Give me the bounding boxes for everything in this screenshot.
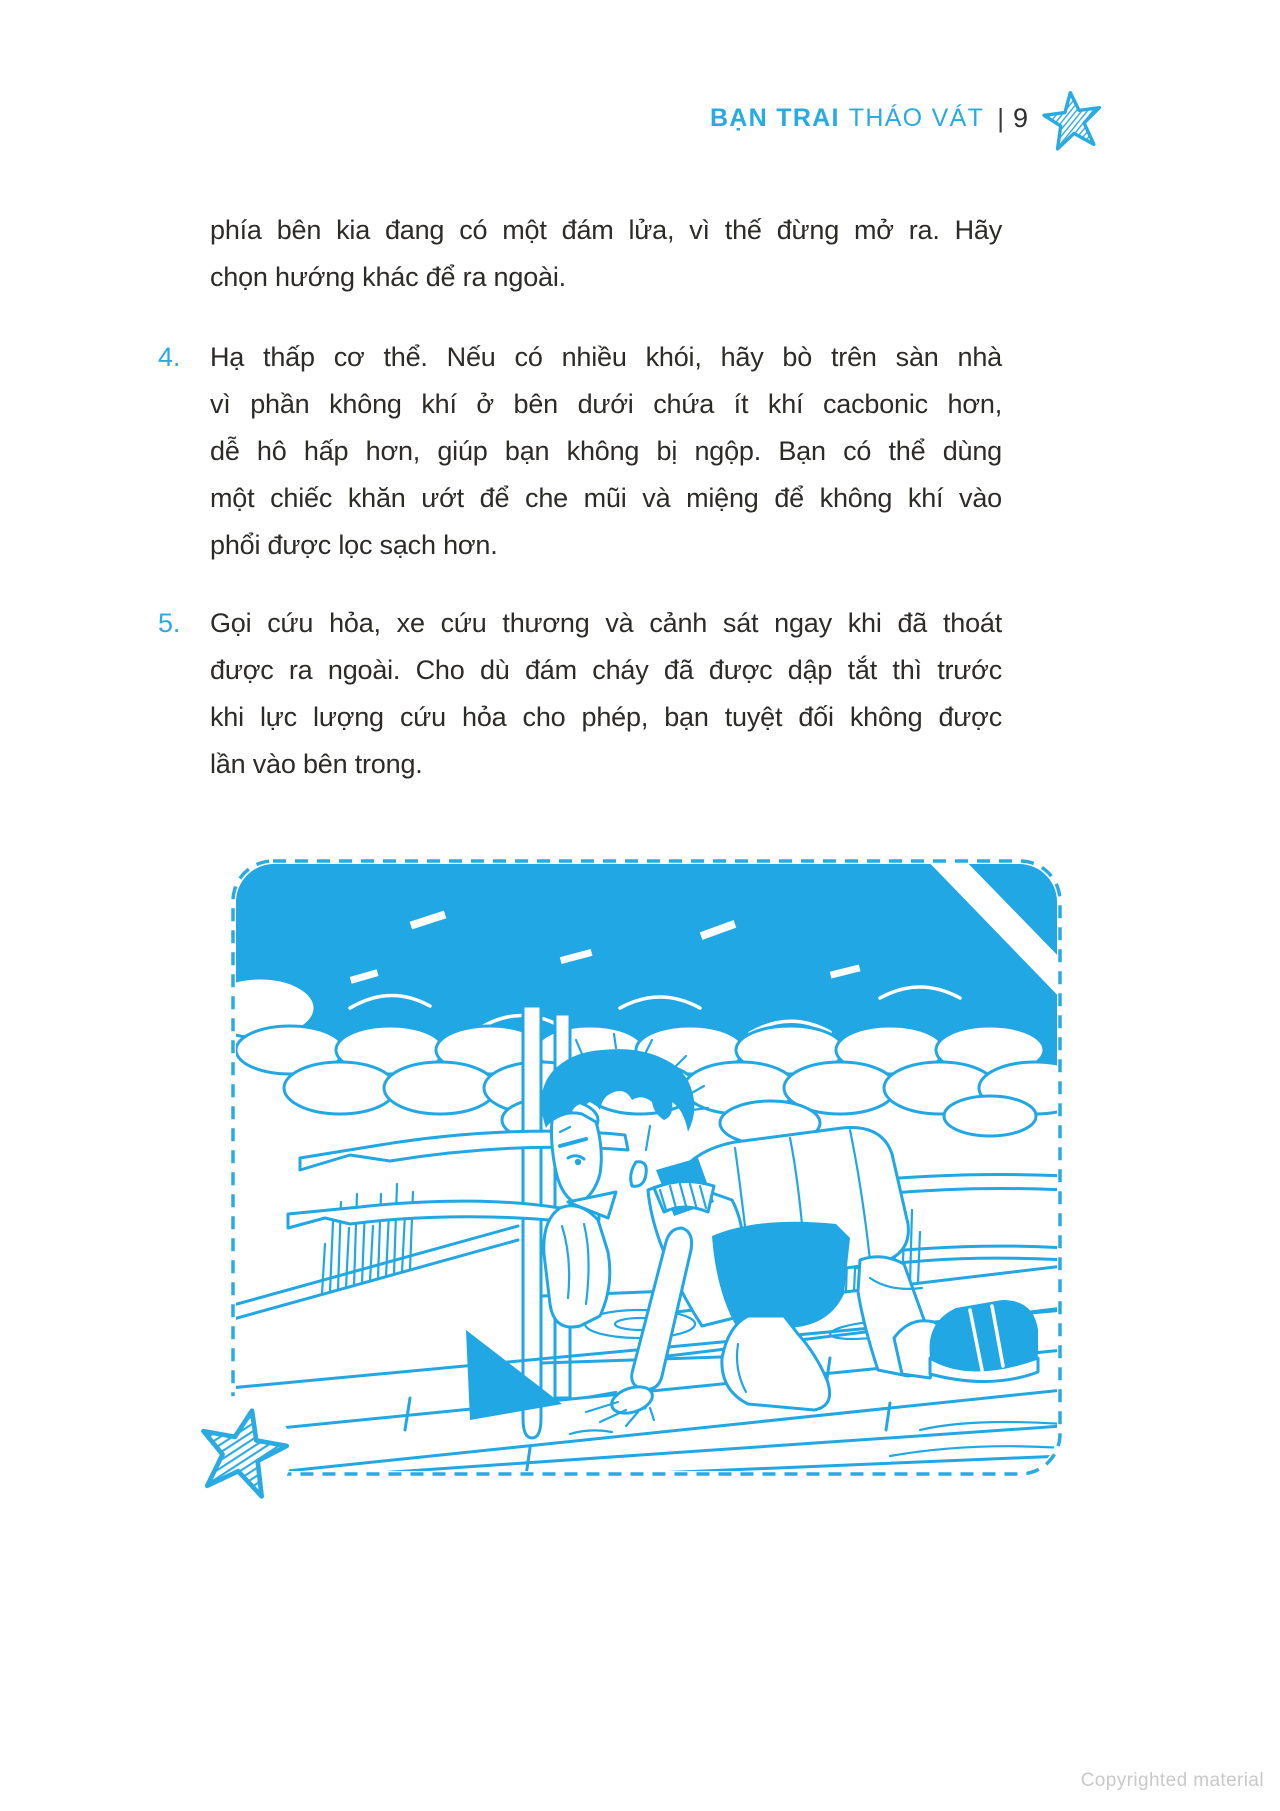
header-title-bold: BẠN TRAI xyxy=(709,103,840,132)
text-line: phía bên kia đang có một đám lửa, vì thế đừng mở ra. Hãy xyxy=(210,215,1002,245)
text-line: vì phần không khí ở bên dưới chứa ít khí cacbonic hơn, xyxy=(210,389,1002,419)
text-line: lần vào bên trong. xyxy=(210,749,423,779)
page-header xyxy=(0,86,1280,150)
text-line: dễ hô hấp hơn, giúp bạn không bị ngộp. Bạn có thể dùng xyxy=(210,436,1002,466)
door-shadow xyxy=(466,1330,562,1420)
illustration-panel xyxy=(230,858,1063,1477)
star-icon xyxy=(187,1397,298,1508)
intro-paragraph xyxy=(210,207,1002,301)
text-line: Hạ thấp cơ thể. Nếu có nhiều khói, hãy bò trên sàn nhà xyxy=(210,342,1002,372)
page-number: 9 xyxy=(1012,102,1028,133)
header-title-light: THÁO VÁT xyxy=(848,103,985,132)
smoke-clouds xyxy=(230,858,1063,1145)
text-line: được ra ngoài. Cho dù đám cháy đã được dập tắt thì trước xyxy=(210,655,1002,685)
item-number: 5. xyxy=(158,608,181,638)
text-line: Gọi cứu hỏa, xe cứu thương và cảnh sát ngay khi đã thoát xyxy=(210,608,1002,638)
text-line: một chiếc khăn ướt để che mũi và miệng để không khí vào xyxy=(210,483,1002,513)
text-line: chọn hướng khác để ra ngoài. xyxy=(210,262,566,292)
text-line: khi lực lượng cứu hỏa cho phép, bạn tuyệt đối không được xyxy=(210,702,1002,732)
copyright-notice: Copyrighted material xyxy=(1080,1770,1264,1791)
item-number: 4. xyxy=(158,342,181,372)
crawling-boy-illustration xyxy=(230,858,1063,1477)
header-separator: | xyxy=(997,102,1004,133)
star-icon xyxy=(1039,86,1107,156)
list-item-5 xyxy=(158,600,1002,788)
list-item-4 xyxy=(158,334,1002,569)
text-line: phổi được lọc sạch hơn. xyxy=(210,530,498,560)
